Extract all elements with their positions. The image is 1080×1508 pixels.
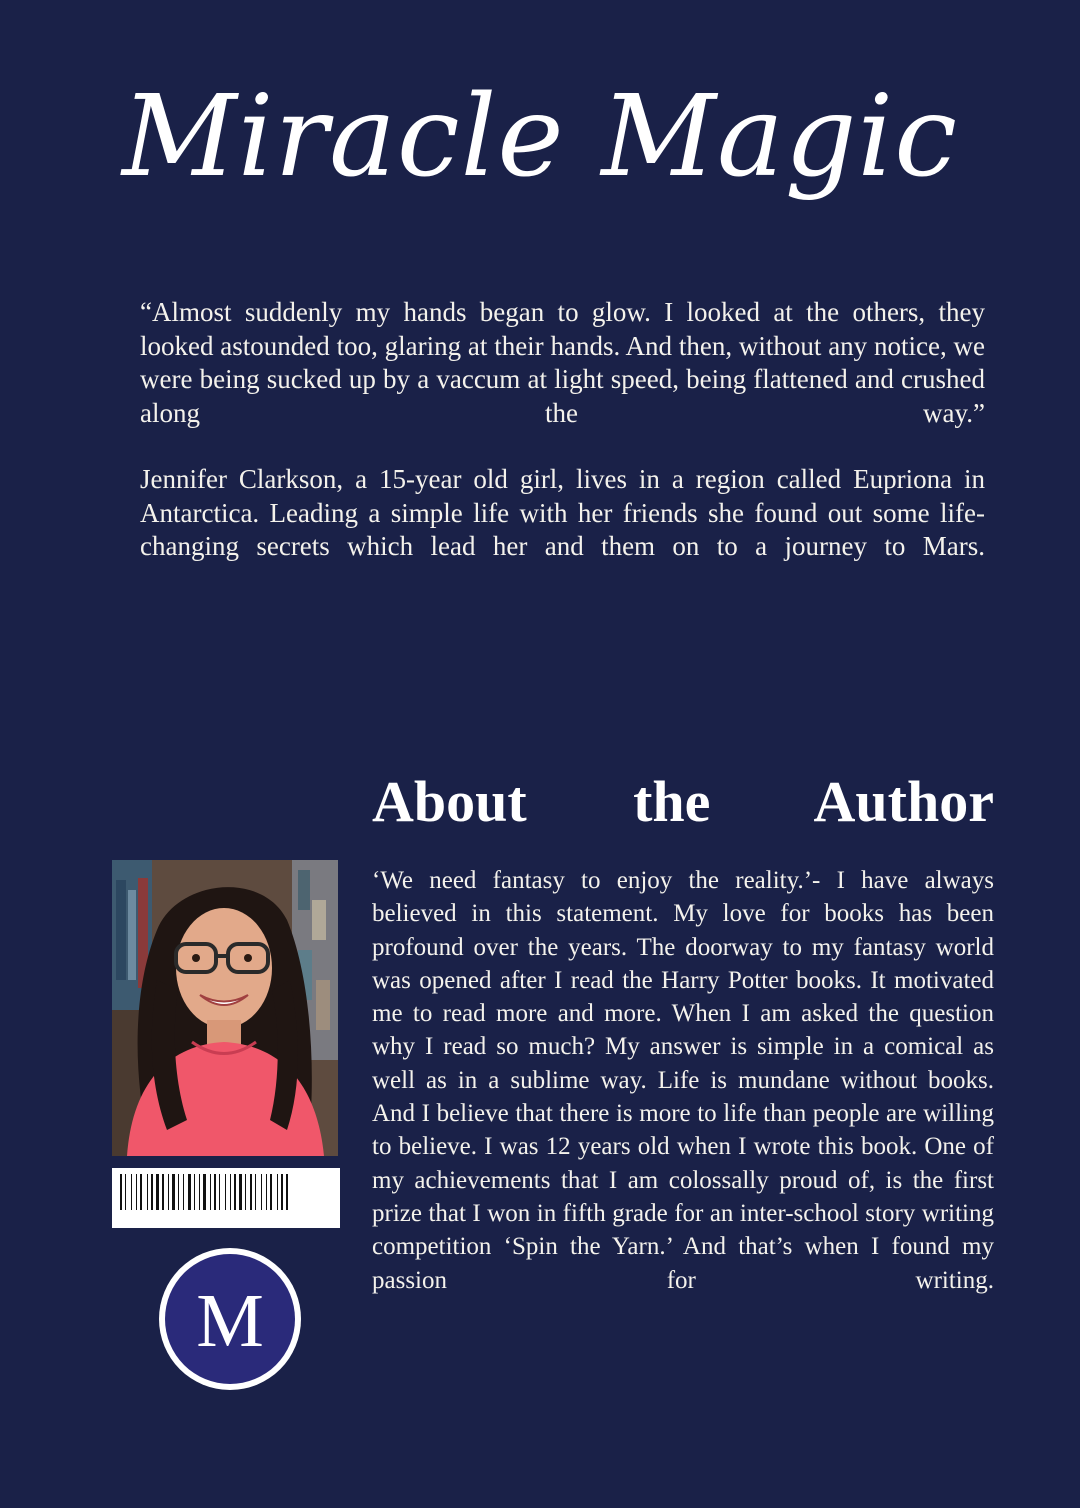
publisher-logo-letter: M	[196, 1279, 264, 1363]
excerpt-quote: “Almost suddenly my hands began to glow. I looked at the others, they looked astounded too, glaring at their hands. And then, without any notice, we were being sucked up by a vaccum at light speed, being flattened and crushed along the way.”	[140, 297, 985, 428]
barcode-bar	[225, 1174, 226, 1210]
barcode-bar	[136, 1174, 137, 1210]
author-portrait-graphic	[112, 860, 338, 1156]
barcode-bar	[194, 1174, 195, 1210]
barcode-bar	[281, 1174, 283, 1210]
barcode-bar	[250, 1174, 252, 1210]
barcode-bar	[266, 1174, 267, 1210]
barcode-bar	[168, 1174, 169, 1210]
barcode-bar	[239, 1174, 242, 1210]
barcode-bar	[199, 1174, 200, 1210]
barcode-bar	[183, 1174, 184, 1210]
barcode-bar	[234, 1174, 236, 1210]
barcode-bar	[286, 1174, 288, 1210]
barcode-bar	[270, 1174, 272, 1210]
barcode-bar	[188, 1174, 191, 1210]
barcode-bar	[261, 1174, 262, 1210]
about-author-heading: About the Author	[372, 769, 994, 834]
barcode-bar	[230, 1174, 231, 1210]
book-summary: Jennifer Clarkson, a 15-year old girl, lives in a region called Eupriona in Antarctica. Leading a simple life with her friends she found out some life-changing secrets which lead her and them on to a journey to Mars.	[140, 464, 985, 561]
barcode-bar	[178, 1174, 179, 1210]
publisher-logo	[157, 1246, 303, 1392]
barcode-bar	[140, 1174, 142, 1210]
barcode-bar	[172, 1174, 175, 1210]
barcode-bar	[277, 1174, 278, 1210]
barcode-bar	[120, 1174, 122, 1210]
barcode-bar	[162, 1174, 164, 1210]
barcode-bar	[156, 1174, 159, 1210]
author-photo	[112, 860, 338, 1156]
author-bio: ‘We need fantasy to enjoy the reality.’- I have always believed in this statement. My love for books has been profound over the years. The doorway to my fantasy world was opened after I read the Harry Potter books. It motivated me to read more and more. When I am asked the question why I read so much? My answer is simple in a comical as well as in a sublime way. Life is mundane without books. And I believe that there is more to life than people are willing to believe. I was 12 years old when I wrote this book. One of my achievements that I am colossally proud of, is the first prize that I won in fifth grade for an inter-school story writing competition ‘Spin the Yarn.’ And that’s when I found my passion for writing.	[372, 867, 994, 1294]
book-title: Miracle Magic	[122, 72, 958, 202]
barcode-bar	[219, 1174, 220, 1210]
barcode-bar	[147, 1174, 148, 1210]
isbn-barcode	[112, 1168, 340, 1228]
barcode-bar	[255, 1174, 256, 1210]
barcode-bar	[125, 1174, 126, 1210]
barcode-bar	[214, 1174, 216, 1210]
barcode-bars	[112, 1168, 340, 1214]
barcode-bar	[245, 1174, 246, 1210]
barcode-bar	[203, 1174, 206, 1210]
barcode-bar	[151, 1174, 153, 1210]
barcode-bar	[131, 1174, 132, 1210]
barcode-bar	[210, 1174, 211, 1210]
